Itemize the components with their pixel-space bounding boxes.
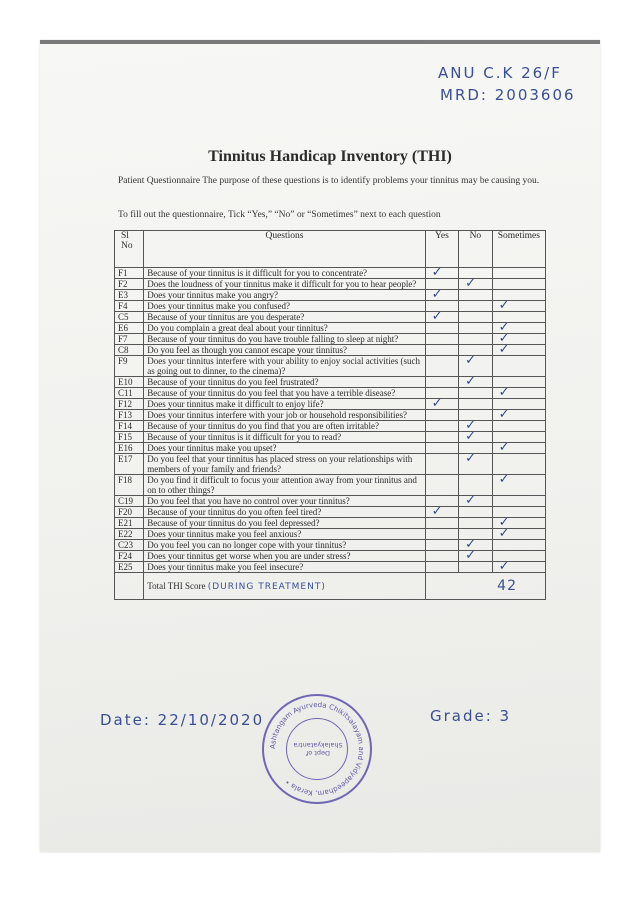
row-slno: C11	[115, 388, 144, 399]
tick-mark-icon: ✓	[498, 342, 510, 357]
row-yes-cell	[425, 551, 458, 562]
row-slno: F14	[115, 421, 144, 432]
tick-mark-icon: ✓	[465, 429, 477, 444]
column-header-yes: Yes	[425, 231, 458, 268]
table-row	[115, 496, 546, 507]
row-no-cell	[459, 399, 492, 410]
table-row	[115, 312, 546, 323]
date-handwritten: Date: 22/10/2020	[100, 711, 265, 729]
row-slno: F4	[115, 301, 144, 312]
row-question: Do you feel that you have no control over your tinnitus?	[144, 496, 425, 507]
row-no-cell	[459, 388, 492, 399]
table-row	[115, 345, 546, 356]
row-slno: F12	[115, 399, 144, 410]
row-sometimes-cell	[492, 526, 545, 541]
row-question: Does your tinnitus make you angry?	[144, 290, 425, 301]
row-slno: E25	[115, 562, 144, 573]
row-yes-cell	[425, 410, 458, 421]
row-slno: F20	[115, 507, 144, 518]
row-slno: F24	[115, 551, 144, 562]
tick-mark-icon: ✓	[498, 440, 510, 455]
row-no-cell	[459, 429, 492, 444]
total-score-note-handwritten: (DURING TREATMENT)	[207, 581, 326, 592]
tick-mark-icon: ✓	[465, 548, 477, 563]
row-slno: C23	[115, 540, 144, 551]
tick-mark-icon: ✓	[498, 298, 510, 313]
row-sometimes-cell	[492, 496, 545, 507]
row-question: Does your tinnitus make it difficult to enjoy life?	[144, 399, 425, 410]
row-sometimes-cell	[492, 342, 545, 357]
row-slno: E3	[115, 290, 144, 301]
row-sometimes-cell	[492, 279, 545, 290]
row-question: Does your tinnitus interfere with your job or household responsibilities?	[144, 410, 425, 421]
table-row	[115, 323, 546, 334]
stamp-ring-text: Ashtangam Ayurveda Chikitsalayam and Vidyapeedham, Kerala •	[268, 700, 366, 798]
table-row	[115, 279, 546, 290]
row-no-cell	[459, 301, 492, 312]
patient-name-handwritten: ANU C.K 26/F	[438, 64, 562, 82]
row-question: Because of your tinnitus is it difficult for you to read?	[144, 432, 425, 443]
row-no-cell	[459, 548, 492, 563]
table-row	[115, 410, 546, 421]
row-slno: C8	[115, 345, 144, 356]
row-yes-cell	[425, 377, 458, 388]
stamp-center-text: Dept of Shalakyatantra	[293, 741, 343, 757]
row-question: Does the loudness of your tinnitus make it difficult for you to hear people?	[144, 279, 425, 290]
mrd-number-handwritten: MRD: 2003606	[440, 86, 576, 104]
row-question: Because of your tinnitus do you find that you are often irritable?	[144, 421, 425, 432]
row-question: Do you complain a great deal about your tinnitus?	[144, 323, 425, 334]
tick-mark-icon: ✓	[498, 320, 510, 335]
department-stamp	[262, 694, 372, 804]
row-slno: E10	[115, 377, 144, 388]
row-slno: F7	[115, 334, 144, 345]
row-question: Does your tinnitus make you upset?	[144, 443, 425, 454]
row-sometimes-cell	[492, 385, 545, 400]
tick-mark-icon: ✓	[465, 537, 477, 552]
row-yes-cell	[425, 323, 458, 334]
row-slno: F13	[115, 410, 144, 421]
table-row	[115, 290, 546, 301]
row-no-cell	[459, 374, 492, 389]
row-no-cell	[459, 562, 492, 573]
row-yes-cell	[425, 309, 458, 324]
row-sometimes-cell	[492, 298, 545, 313]
total-score-label: Total THI Score	[147, 580, 206, 591]
row-slno: F18	[115, 475, 144, 496]
form-intro: Patient Questionnaire The purpose of these questions is to identify problems your tinnitus may be causing you.	[118, 176, 540, 186]
row-no-cell	[459, 451, 492, 475]
column-header-slno: Sl No	[115, 231, 144, 268]
table-row	[115, 421, 546, 432]
row-question: Because of your tinnitus do you feel depressed?	[144, 518, 425, 529]
table-row	[115, 334, 546, 345]
row-question: Do you feel you can no longer cope with your tinnitus?	[144, 540, 425, 551]
row-yes-cell	[425, 504, 458, 519]
tick-mark-icon: ✓	[498, 559, 510, 574]
row-sometimes-cell	[492, 440, 545, 455]
row-question: Because of your tinnitus do you often feel tired?	[144, 507, 425, 518]
table-row	[115, 454, 546, 475]
row-yes-cell	[425, 518, 458, 529]
row-question: Because of your tinnitus do you feel that you have a terrible disease?	[144, 388, 425, 399]
table-row	[115, 268, 546, 279]
table-row	[115, 443, 546, 454]
row-yes-cell	[425, 443, 458, 454]
tick-mark-icon: ✓	[465, 418, 477, 433]
column-header-no: No	[459, 231, 492, 268]
row-no-cell	[459, 276, 492, 291]
total-empty-cell	[115, 573, 144, 600]
row-slno: C5	[115, 312, 144, 323]
row-question: Does your tinnitus make you feel insecure?	[144, 562, 425, 573]
row-no-cell	[459, 518, 492, 529]
row-question: Do you feel that your tinnitus has placed stress on your relationships with members of your family and friends?	[144, 454, 425, 475]
tick-mark-icon: ✓	[431, 265, 443, 280]
row-slno: E16	[115, 443, 144, 454]
row-yes-cell	[425, 540, 458, 551]
column-header-sometimes: Sometimes	[492, 231, 545, 268]
row-sometimes-cell	[492, 421, 545, 432]
row-sometimes-cell	[492, 559, 545, 574]
row-no-cell	[459, 312, 492, 323]
row-yes-cell	[425, 529, 458, 540]
table-row	[115, 475, 546, 496]
tick-mark-icon: ✓	[431, 287, 443, 302]
row-sometimes-cell	[492, 356, 545, 377]
table-row	[115, 399, 546, 410]
stamp-inner-ring	[286, 718, 348, 780]
row-yes-cell	[425, 345, 458, 356]
row-question: Do you feel as though you cannot escape your tinnitus?	[144, 345, 425, 356]
row-sometimes-cell	[492, 472, 545, 496]
row-no-cell	[459, 507, 492, 518]
table-row	[115, 529, 546, 540]
table-row	[115, 551, 546, 562]
row-yes-cell	[425, 421, 458, 432]
row-slno: E22	[115, 529, 144, 540]
form-instruction: To fill out the questionnaire, Tick “Yes,” “No” or “Sometimes” next to each question	[118, 210, 441, 220]
table-row	[115, 540, 546, 551]
grade-handwritten: Grade: 3	[430, 707, 512, 725]
table-row	[115, 301, 546, 312]
tick-mark-icon: ✓	[498, 515, 510, 530]
tick-mark-icon: ✓	[498, 385, 510, 400]
tick-mark-icon: ✓	[465, 353, 477, 368]
tick-mark-icon: ✓	[431, 396, 443, 411]
total-score-value-handwritten: 42	[497, 577, 517, 594]
row-slno: F1	[115, 268, 144, 279]
table-row	[115, 377, 546, 388]
table-row	[115, 518, 546, 529]
total-score-value-cell	[425, 573, 545, 600]
tick-mark-icon: ✓	[498, 526, 510, 541]
row-yes-cell	[425, 475, 458, 496]
row-no-cell	[459, 290, 492, 301]
tick-mark-icon: ✓	[465, 374, 477, 389]
row-slno: E21	[115, 518, 144, 529]
row-sometimes-cell	[492, 407, 545, 422]
row-question: Do you find it difficult to focus your attention away from your tinnitus and on to other things?	[144, 475, 425, 496]
row-yes-cell	[425, 287, 458, 302]
row-yes-cell	[425, 265, 458, 280]
row-slno: E17	[115, 454, 144, 475]
total-label-cell	[144, 573, 425, 600]
row-question: Because of your tinnitus do you have trouble falling to sleep at night?	[144, 334, 425, 345]
row-question: Does your tinnitus make you feel anxious?	[144, 529, 425, 540]
row-yes-cell	[425, 396, 458, 411]
row-question: Does your tinnitus interfere with your ability to enjoy social activities (such as going out to dinner, to the cinema)?	[144, 356, 425, 377]
row-yes-cell	[425, 334, 458, 345]
row-slno: F15	[115, 432, 144, 443]
row-no-cell	[459, 493, 492, 508]
row-sometimes-cell	[492, 540, 545, 551]
table-row	[115, 388, 546, 399]
row-yes-cell	[425, 562, 458, 573]
tick-mark-icon: ✓	[431, 504, 443, 519]
row-no-cell	[459, 334, 492, 345]
row-sometimes-cell	[492, 268, 545, 279]
row-no-cell	[459, 323, 492, 334]
table-row	[115, 356, 546, 377]
row-slno: C19	[115, 496, 144, 507]
tick-mark-icon: ✓	[498, 407, 510, 422]
column-header-questions: Questions	[144, 231, 425, 268]
thi-questionnaire-table	[114, 230, 546, 600]
row-question: Does your tinnitus get worse when you are under stress?	[144, 551, 425, 562]
table-row	[115, 432, 546, 443]
row-yes-cell	[425, 432, 458, 443]
row-question: Because of your tinnitus is it difficult for you to concentrate?	[144, 268, 425, 279]
tick-mark-icon: ✓	[498, 472, 510, 487]
table-row	[115, 507, 546, 518]
total-score-row	[115, 573, 546, 600]
row-question: Because of your tinnitus do you feel frustrated?	[144, 377, 425, 388]
row-slno: F2	[115, 279, 144, 290]
row-slno: F9	[115, 356, 144, 377]
row-slno: E6	[115, 323, 144, 334]
table-row	[115, 562, 546, 573]
tick-mark-icon: ✓	[498, 331, 510, 346]
tick-mark-icon: ✓	[465, 451, 477, 466]
table-header-row	[115, 231, 546, 268]
row-yes-cell	[425, 454, 458, 475]
form-title: Tinnitus Handicap Inventory (THI)	[208, 148, 452, 165]
row-yes-cell	[425, 356, 458, 377]
row-question: Because of your tinnitus are you desperate?	[144, 312, 425, 323]
tick-mark-icon: ✓	[465, 276, 477, 291]
tick-mark-icon: ✓	[431, 309, 443, 324]
tick-mark-icon: ✓	[465, 493, 477, 508]
row-question: Does your tinnitus make you confused?	[144, 301, 425, 312]
